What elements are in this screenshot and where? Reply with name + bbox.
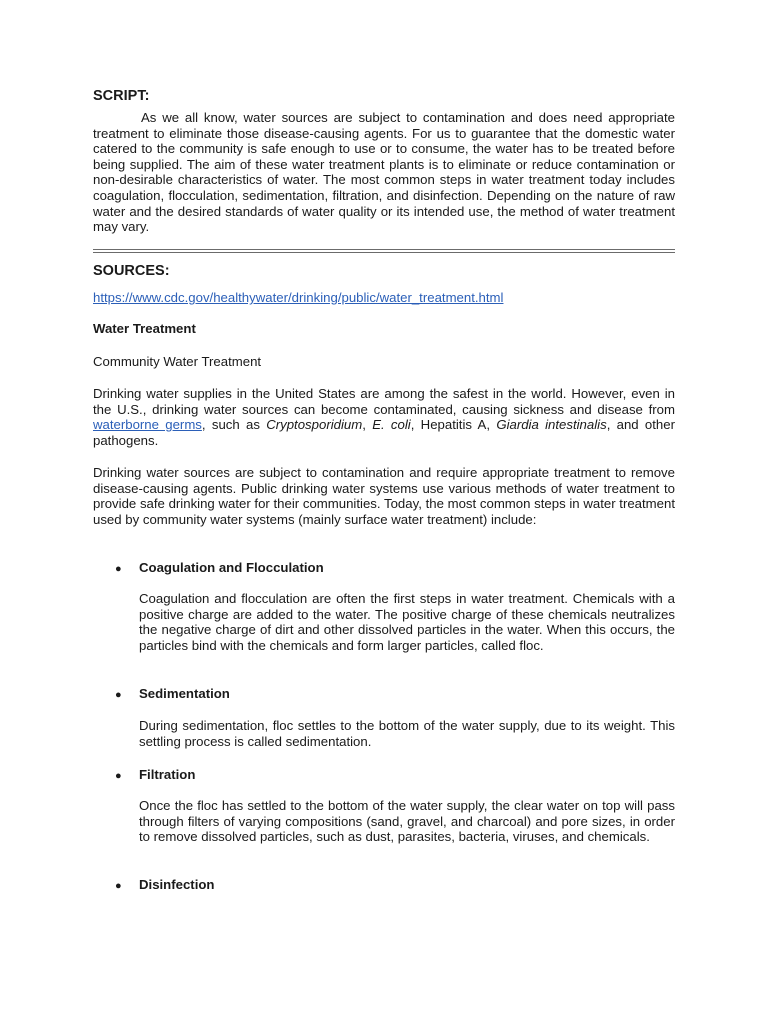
waterborne-germs-link[interactable]: waterborne germs	[93, 417, 202, 433]
step-label: Filtration	[139, 767, 196, 782]
bullet-icon: ●	[115, 770, 122, 782]
step-description: Coagulation and flocculation are often the first steps in water treatment. Chemicals with a positive charge are added to the water. The positive charge of these chemicals neutralizes the negative charge of dirt and other dissolved particles in the water. When this occurs, the particles bind with the chemicals and form larger particles, called floc.	[139, 591, 675, 653]
cryptosporidium-text: Cryptosporidium	[266, 417, 363, 433]
script-heading: SCRIPT:	[93, 88, 150, 104]
step-label: Coagulation and Flocculation	[139, 560, 324, 575]
intro-text-e: , and other pathogens.	[93, 417, 675, 448]
ecoli-text: E. coli	[372, 417, 411, 433]
list-item	[115, 767, 195, 782]
intro-paragraph	[93, 386, 675, 448]
intro-text-a: Drinking water supplies in the United States are among the safest in the world. However, even in the U.S., drinking water sources can become contaminated, causing sickness and disease from	[93, 386, 675, 417]
intro-text-b: , such as	[201, 417, 267, 433]
article-subtitle: Community Water Treatment	[93, 354, 262, 369]
bullet-icon: ●	[115, 880, 122, 892]
bullet-icon: ●	[115, 563, 122, 575]
intro-text-d: , Hepatitis A,	[410, 417, 497, 433]
list-item	[115, 560, 324, 575]
intro-text-c: ,	[362, 417, 373, 433]
script-paragraph: As we all know, water sources are subject to contamination and does need appropriate treatment to eliminate those disease-causing agents. For us to guarantee that the domestic water catered to the community is safe enough to use or to consume, the water has to be treated before being supplied. The aim of these water treatment plants is to eliminate or reduce contamination or non-desirable characteristics of water. The most common steps in water treatment today includes coagulation, flocculation, sedimentation, filtration, and disinfection. Depending on the nature of raw water and the desired standards of water quality or its intended use, the method of water treatment may vary.	[93, 110, 675, 235]
source-link[interactable]: https://www.cdc.gov/healthywater/drinking/public/water_treatment.html	[93, 290, 504, 305]
sources-heading: SOURCES:	[93, 263, 170, 279]
step-description: During sedimentation, floc settles to the bottom of the water supply, due to its weight. This settling process is called sedimentation.	[139, 718, 675, 749]
article-title: Water Treatment	[93, 321, 196, 336]
step-label: Disinfection	[139, 877, 215, 892]
giardia-text: Giardia intestinalis	[496, 417, 607, 433]
methods-paragraph: Drinking water sources are subject to contamination and require appropriate treatment to remove disease-causing agents. Public drinking water systems use various methods of water treatment to provide safe drinking water for their communities. Today, the most common steps in water treatment used by community water systems (mainly surface water treatment) include:	[93, 465, 675, 527]
list-item	[115, 686, 230, 701]
double-rule-divider	[93, 249, 675, 253]
step-label: Sedimentation	[139, 686, 230, 701]
step-description: Once the floc has settled to the bottom of the water supply, the clear water on top will pass through filters of varying compositions (sand, gravel, and charcoal) and pore sizes, in order to remove dissolved particles, such as dust, parasites, bacteria, viruses, and chemicals.	[139, 798, 675, 845]
list-item	[115, 877, 214, 892]
bullet-icon: ●	[115, 689, 122, 701]
